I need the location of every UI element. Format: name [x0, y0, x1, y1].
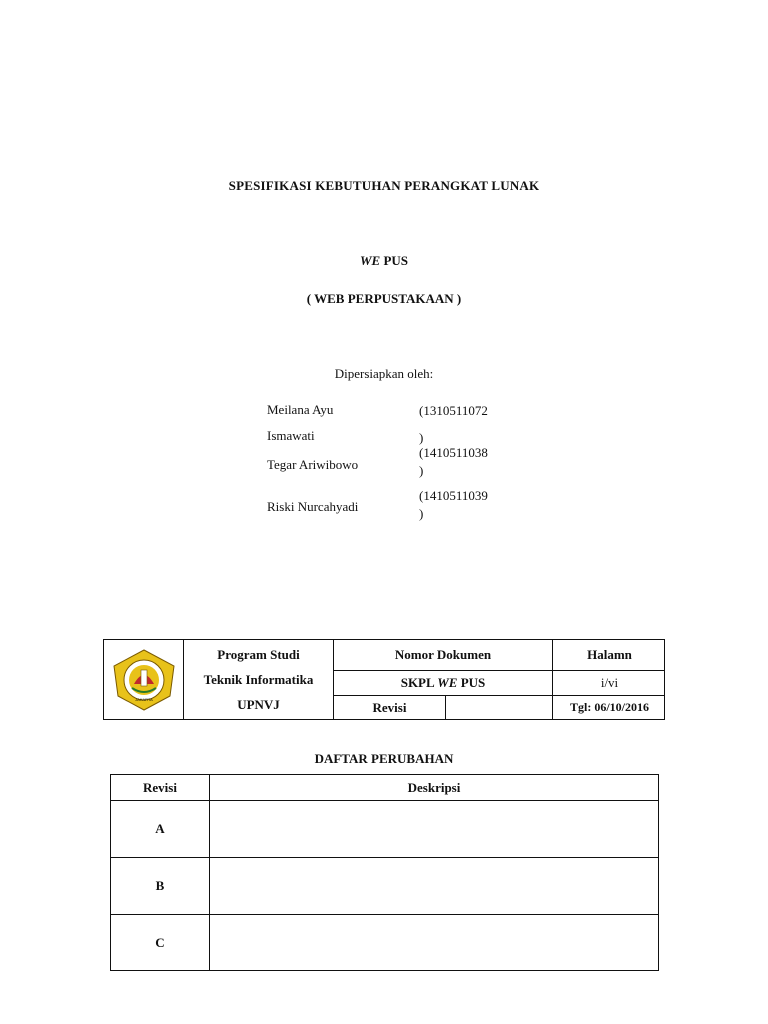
author-name-1: Meilana Ayu — [267, 402, 334, 417]
author-nim-1-line1: (1310511072 — [419, 403, 488, 418]
page-label: Halamn — [587, 647, 632, 662]
author-nim-2-line1: (1410511038 — [419, 445, 488, 460]
revision-row-c: C — [155, 935, 165, 950]
author-nim-3-line1: (1410511039 — [419, 488, 488, 503]
institution-name: UPNVJ — [237, 697, 280, 712]
revision-row-a: A — [155, 821, 165, 836]
program-name: Teknik Informatika — [203, 672, 314, 687]
doc-number-value — [334, 675, 552, 691]
author-nim-1 — [419, 402, 488, 447]
author-nim-2-line2: ) — [419, 463, 424, 478]
changes-title: DAFTAR PERUBAHAN — [314, 751, 454, 766]
author-nim-3 — [419, 487, 488, 523]
app-name — [0, 253, 768, 269]
logo-caption: JAKARTA — [135, 697, 153, 702]
doc-number-suffix: PUS — [457, 675, 486, 690]
author-name-3: Tegar Ariwibowo — [267, 457, 359, 472]
author-nim-1-line2: ) — [419, 430, 424, 445]
author-nim-3-line2: ) — [419, 506, 424, 521]
column-header-description: Deskripsi — [407, 780, 461, 795]
revision-label: Revisi — [372, 700, 407, 715]
author-name-2: Ismawati — [267, 428, 315, 443]
revision-table — [110, 774, 659, 971]
column-header-revision: Revisi — [143, 780, 177, 795]
university-logo — [110, 648, 178, 712]
document-title: SPESIFIKASI KEBUTUHAN PERANGKAT LUNAK — [228, 178, 540, 193]
app-name-italic: WE — [359, 253, 381, 268]
prepared-by-label: Dipersiapkan oleh: — [334, 366, 434, 381]
document-date: Tgl: 06/10/2016 — [569, 700, 649, 714]
app-full-name: ( WEB PERPUSTAKAAN ) — [306, 291, 462, 306]
revision-row-b: B — [155, 878, 165, 893]
document-header-table — [103, 639, 665, 720]
author-name-4: Riski Nurcahyadi — [267, 499, 359, 514]
doc-number-label: Nomor Dokumen — [394, 647, 492, 662]
app-name-rest: PUS — [380, 253, 409, 268]
author-nim-2 — [419, 444, 488, 480]
doc-number-prefix: SKPL — [400, 675, 438, 690]
page-value: i/vi — [600, 675, 619, 690]
program-label: Program Studi — [217, 647, 300, 662]
doc-number-italic: WE — [437, 675, 458, 690]
